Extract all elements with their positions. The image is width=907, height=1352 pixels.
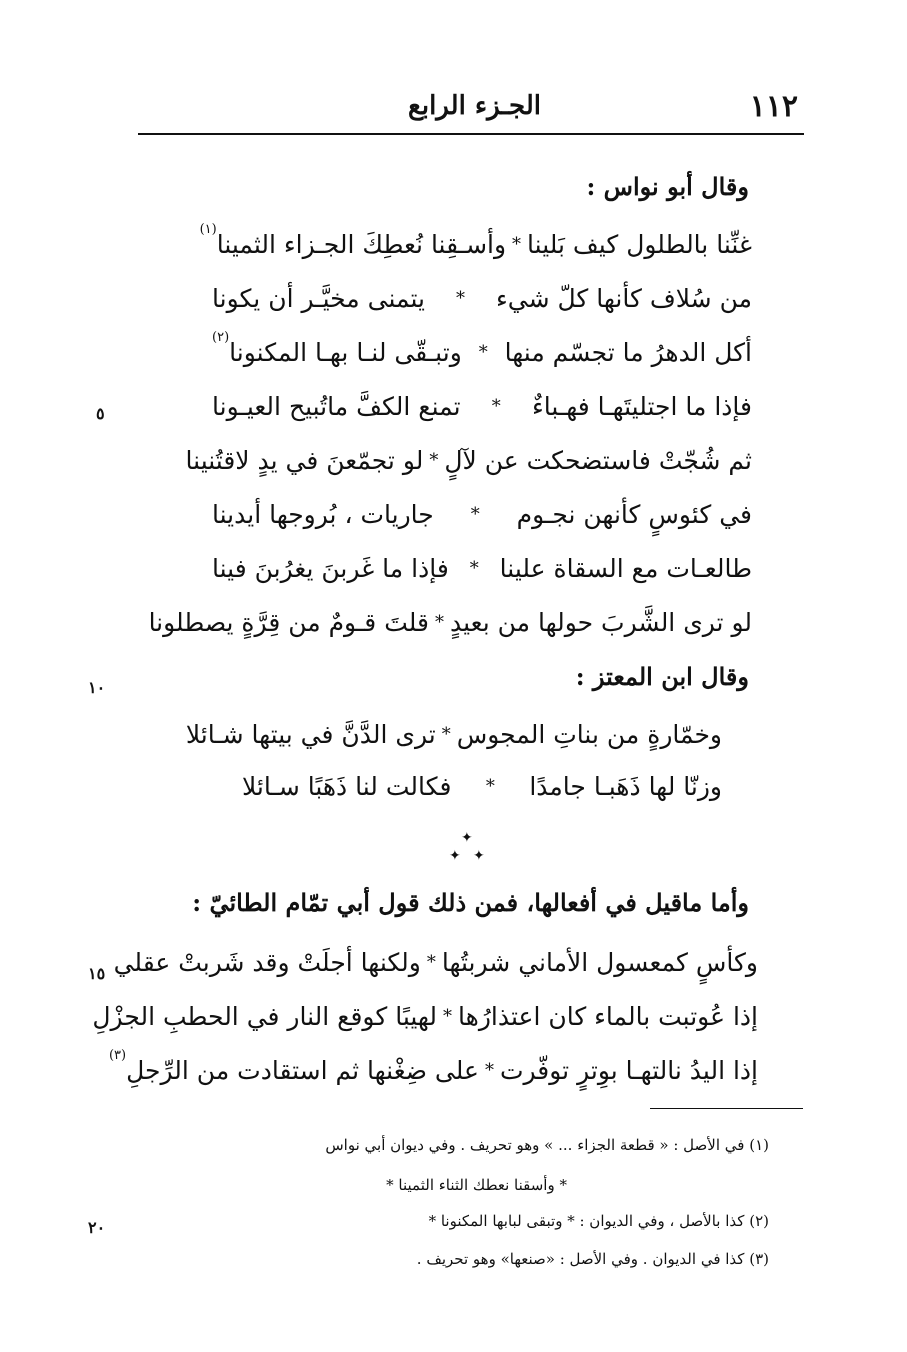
footnote-ref-1: (١) [199, 221, 217, 237]
verse-line [108, 1047, 758, 1092]
page-header [138, 85, 804, 125]
verse-first-hemistich: إذا اليدُ نالتهـا بوِترٍ توفّرت [499, 1055, 758, 1085]
verse-separator: * [469, 557, 479, 579]
footnote-text: كذا بالأصل ، وفي الديوان : * وتبقى لبابها المكنونا * [428, 1212, 745, 1230]
verse-first-hemistich: فإذا ما اجتليتَهـا فهـباءٌ [532, 391, 752, 421]
verse-first-hemistich: ثم شُجّتْ فاستضحكت عن لآلٍ [444, 445, 752, 475]
margin-line-number: ٥ [96, 404, 105, 423]
verse-first-hemistich: وزنّا لها ذَهَبـا جامدًا [529, 771, 722, 801]
verse-line [242, 764, 722, 808]
footnote-ref-2: (٢) [212, 329, 230, 345]
verse-second-hemistich: ترى الدَّنَّ في بيتها شـائلا [185, 719, 436, 749]
divider-star: ✦ [461, 830, 473, 846]
verse-line [113, 940, 758, 984]
footnote-text: كذا في الديوان . وفي الأصل : «صنعها» وهو تحريف . [416, 1250, 745, 1268]
verse-separator: * [455, 287, 465, 309]
verse-line [212, 546, 752, 590]
verse-line [185, 712, 722, 756]
verse-separator: * [426, 951, 436, 973]
verse-line [185, 438, 752, 482]
divider-star: ✦ [449, 848, 461, 864]
verse-second-hemistich-text: وأسـقِنا نُعطِكَ الجـزاء الثمينا [216, 229, 507, 259]
verse-second-hemistich-text: وتبـقّى لنـا بهـا المكنونا [229, 337, 462, 367]
footnote-1 [325, 1136, 769, 1154]
verse-second-hemistich: تمنع الكفَّ ماتُبيح العيـونا [212, 391, 461, 421]
verse-separator: * [484, 1059, 494, 1081]
verse-second-hemistich-text: على ضِغْنها ثم استقادت من الرِّجلِ [126, 1055, 479, 1085]
verse-line [212, 492, 752, 536]
verse-second-hemistich: يتمنى مخيَّـر أن يكونا [212, 283, 425, 313]
verse-line [212, 276, 752, 320]
verse-second-hemistich: فإذا ما غَربنَ يغرُبنَ فينا [212, 553, 449, 583]
verse-first-hemistich: غنِّنا بالطلول كيف بَلينا [527, 229, 752, 259]
footnote-1-continuation: * وأسقنا نعطك الثناء الثمينا * [386, 1176, 567, 1194]
footnote-ref-3: (٣) [108, 1047, 127, 1063]
verse-first-hemistich: لو ترى الشَّربَ حولها من بعيدٍ [449, 607, 752, 637]
divider-star: ✦ [473, 848, 485, 864]
verse-second-hemistich: لهيبًا كوقع النار في الحطبِ الجزْلِ [92, 1001, 438, 1031]
section-intro-ibn-almutazz: وقال ابن المعتز : [575, 662, 749, 691]
verse-first-hemistich: في كئوسٍ كأنهن نجـوم [516, 499, 752, 529]
verse-line [148, 600, 752, 644]
verse-separator: * [441, 723, 451, 745]
verse-second-hemistich: فكالت لنا ذَهَبًا سـائلا [242, 771, 452, 801]
verse-separator: * [470, 503, 480, 525]
verse-separator: * [491, 395, 501, 417]
footnote-text: في الأصل : « قطعة الجزاء ... » وهو تحريف . وفي ديوان أبي نواس [325, 1136, 745, 1154]
verse-first-hemistich: أكل الدهرُ ما تجسّم منها [504, 337, 752, 367]
verse-second-hemistich [108, 1047, 479, 1085]
verse-first-hemistich: طالعـات مع السقاة علينا [499, 553, 752, 583]
verse-second-hemistich: قلتَ قـومٌ من قِرَّةٍ يصطلونا [148, 607, 429, 637]
verse-separator: * [512, 233, 522, 255]
verse-separator: * [434, 611, 444, 633]
page-number: ١١٢ [749, 89, 798, 124]
verse-line [199, 221, 752, 266]
section-intro-abu-nuwas: وقال أبو نواس : [586, 172, 749, 201]
verse-separator: * [443, 1005, 453, 1027]
verse-separator: * [478, 341, 488, 363]
margin-line-number: ١٥ [88, 964, 106, 983]
footnote-rule [650, 1108, 803, 1109]
footnote-number: (٢) [749, 1212, 769, 1230]
footnote-number: (١) [749, 1136, 769, 1154]
verse-first-hemistich: وكأسٍ كمعسول الأماني شربتُها [441, 947, 758, 977]
verse-second-hemistich [199, 221, 507, 259]
verse-line [92, 994, 758, 1038]
verse-first-hemistich: من سُلاف كأنها كلّ شيء [496, 283, 752, 313]
footnote-3 [417, 1250, 769, 1268]
verse-second-hemistich [212, 329, 462, 367]
verse-line [212, 384, 752, 428]
margin-line-number: ٢٠ [88, 1218, 106, 1237]
verse-separator: * [429, 449, 439, 471]
verse-second-hemistich: جاريات ، بُروجها أيدينا [212, 499, 434, 529]
verse-second-hemistich: لو تجمّعنَ في يدٍ لاقتُنينا [185, 445, 424, 475]
section-divider [447, 830, 487, 870]
verse-second-hemistich: ولكنها أجلَتْ وقد شَربتْ عقلي [113, 947, 421, 977]
section-intro-abu-tammam: وأما ماقيل في أفعالها، فمن ذلك قول أبي تمّام الطائيّ : [192, 888, 749, 917]
verse-line [212, 330, 752, 374]
running-head: الجـزء الرابع [408, 91, 541, 121]
header-rule [138, 133, 804, 135]
verse-separator: * [485, 775, 495, 797]
verse-first-hemistich: إذا عُوتبت بالماء كان اعتذارُها [458, 1001, 758, 1031]
margin-line-number: ١٠ [88, 678, 106, 697]
footnote-number: (٣) [749, 1250, 769, 1268]
footnote-2 [429, 1212, 769, 1230]
verse-first-hemistich: وخمّارةٍ من بناتِ المجوس [456, 719, 722, 749]
